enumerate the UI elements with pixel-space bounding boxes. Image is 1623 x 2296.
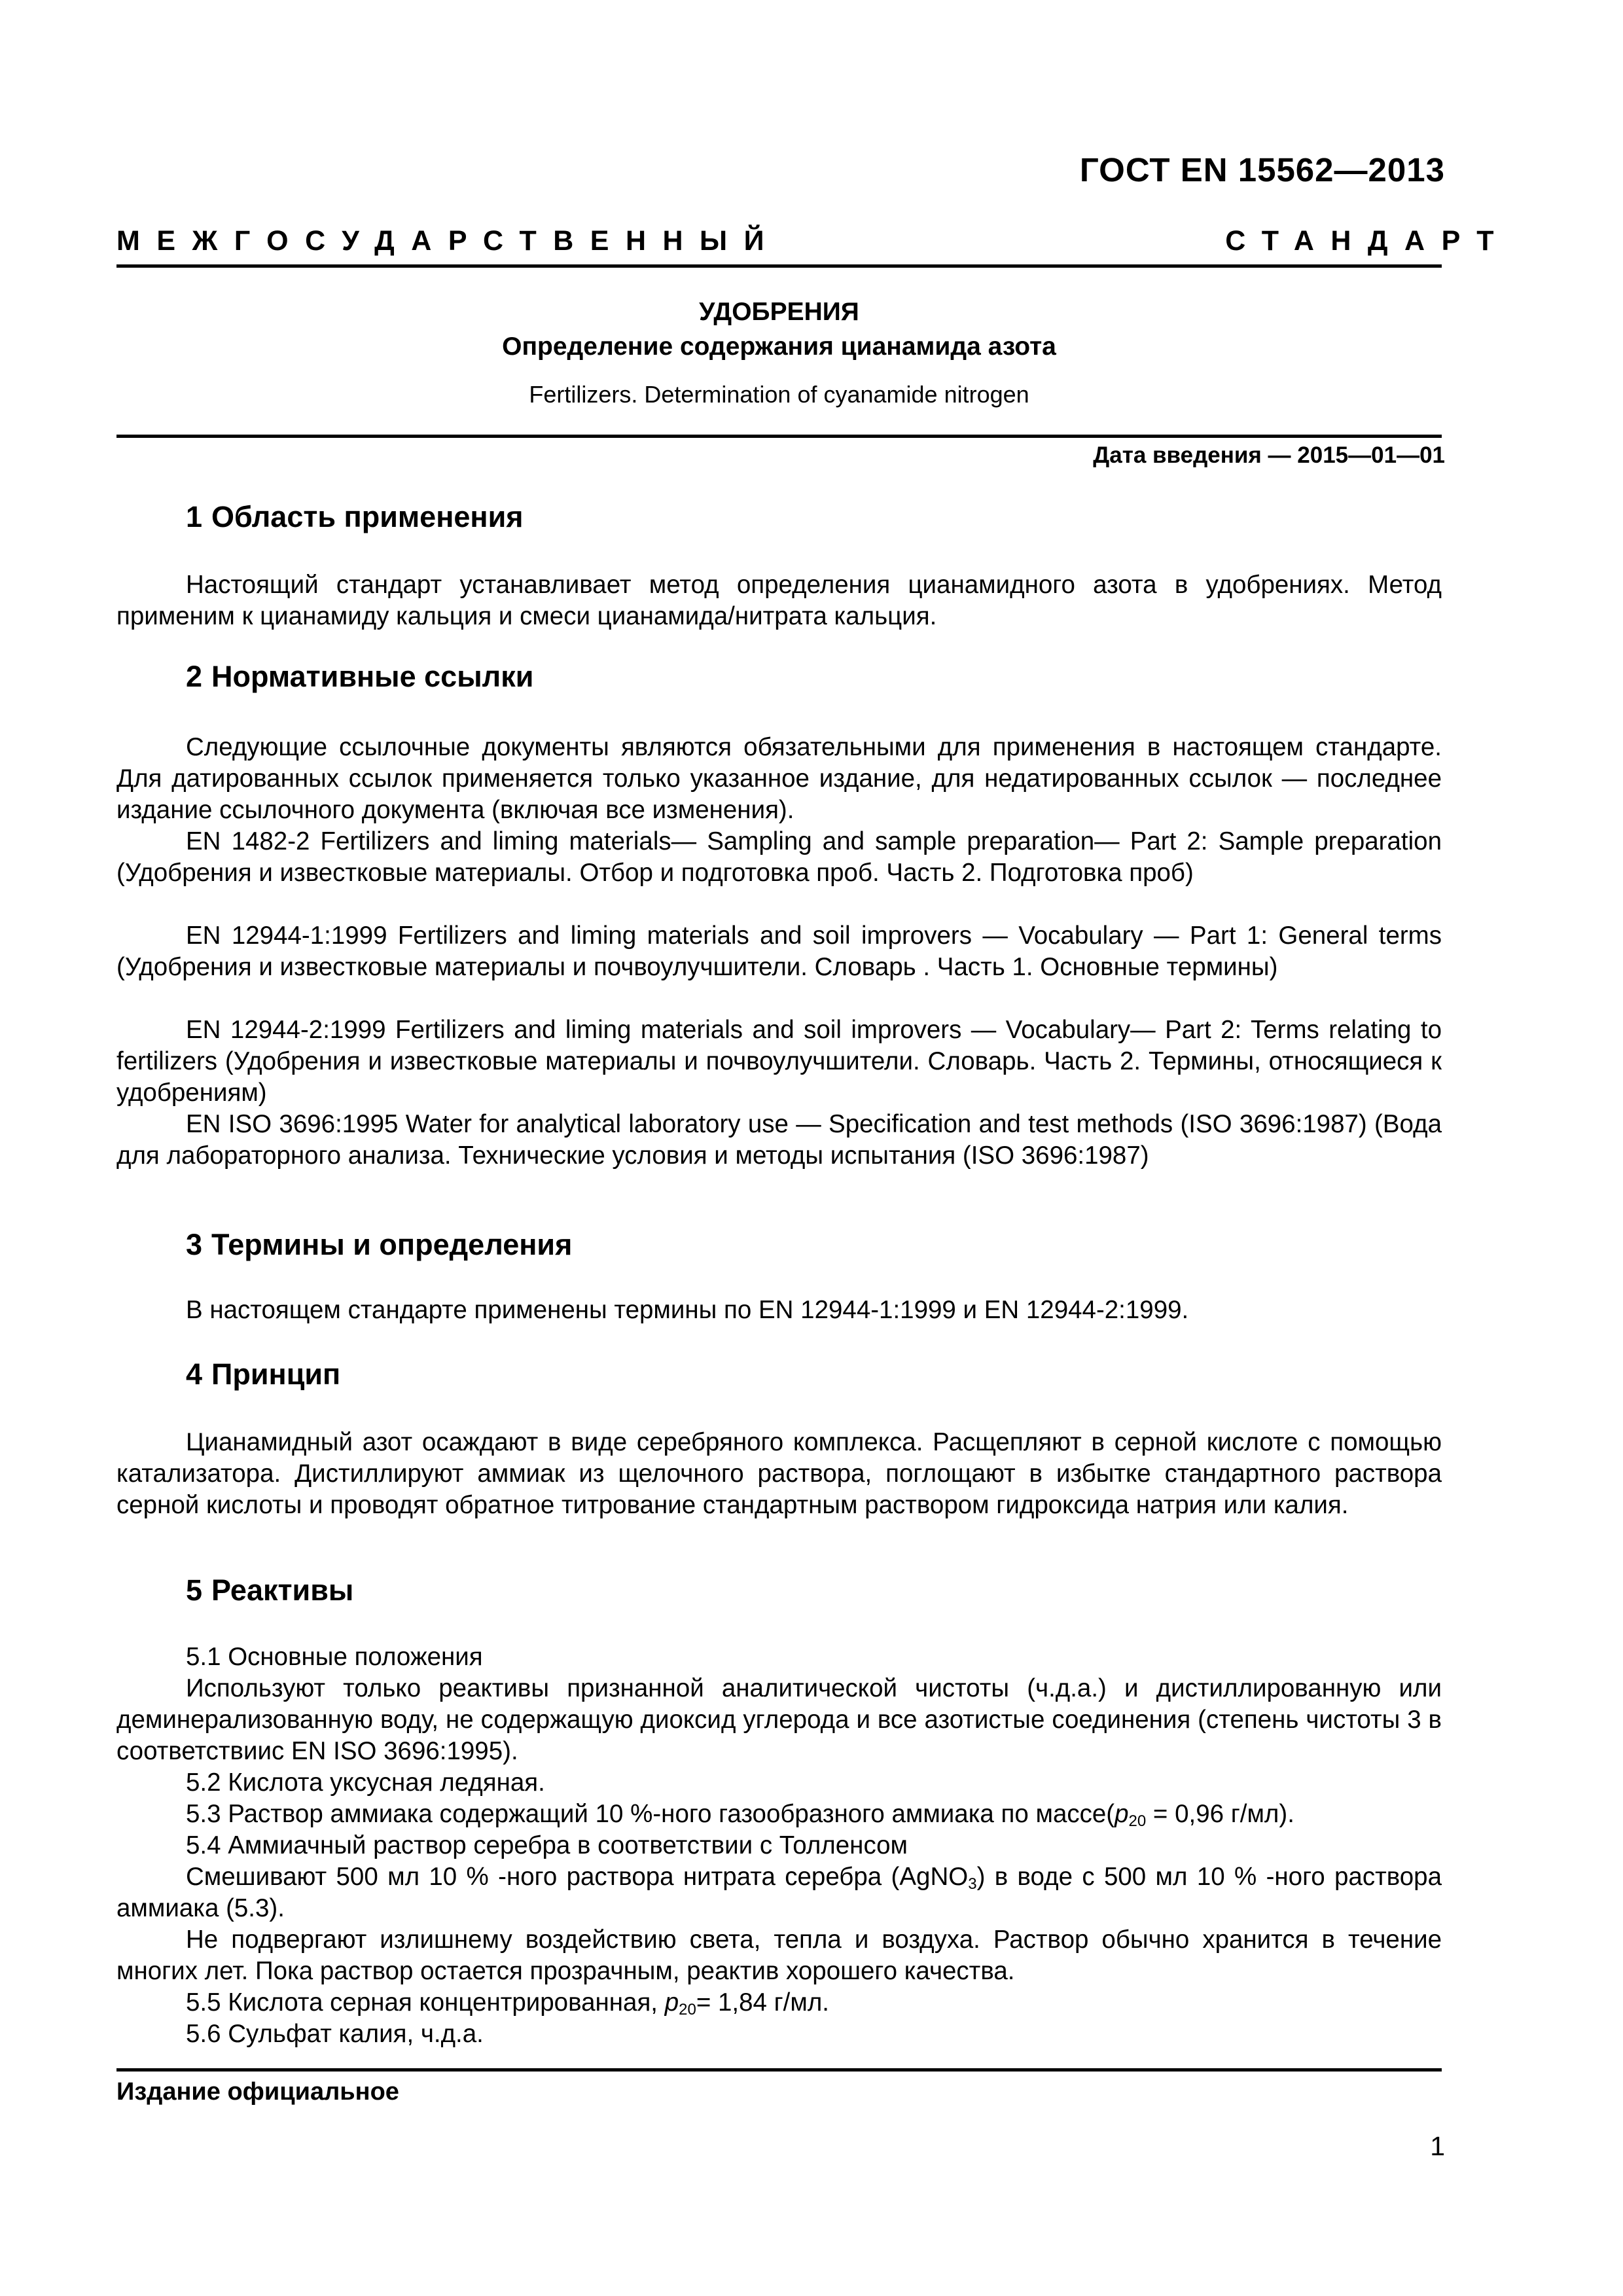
section-1-paragraph: Настоящий стандарт устанавливает метод определения цианамидного азота в удобрениях. Метод применим к цианамиду кальция и смеси цианамида/нитрата кальция. xyxy=(116,571,1442,630)
clause-5-5 xyxy=(116,1987,1442,2018)
section-4-heading xyxy=(186,1357,340,1391)
section-4-paragraph: Цианамидный азот осаждают в виде серебряного комплекса. Расщепляют в серной кислоте с помощью катализатора. Дистиллируют аммиак из щелочного раствора, поглощают в избытке стандартного раствора серной кислоты и проводят обратное титрование стандартным раствором гидроксида натрия или калия. xyxy=(116,1428,1442,1519)
density-subscript: 20 xyxy=(679,2001,696,2018)
section-number: 2 xyxy=(186,660,203,693)
clause-5-5-text: 5.5 Кислота серная концентрированная, xyxy=(186,1988,665,2017)
clause-5-4-text: Смешивают 500 мл 10 % -ного раствора нитрата серебра (AgNO xyxy=(186,1863,969,1891)
introduction-date: Дата введения — 2015—01—01 xyxy=(1093,442,1445,468)
section-title: Принцип xyxy=(211,1357,341,1391)
standard-number: ГОСТ EN 15562—2013 xyxy=(1079,151,1445,188)
clause-5-3-value: = 0,96 г/мл). xyxy=(1146,1800,1294,1828)
reference-en-12944-1: EN 12944-1:1999 Fertilizers and liming materials and soil improvers — Vocabulary — Part 1: General terms (Удобрения и известковые материалы и почвоулучшители. Словарь . Часть 1. Основные термины) xyxy=(116,922,1442,981)
section-title: Нормативные ссылки xyxy=(211,660,534,693)
section-number: 4 xyxy=(186,1357,203,1391)
density-symbol: p xyxy=(1115,1800,1129,1828)
title-rule xyxy=(116,435,1442,438)
section-title: Реактивы xyxy=(211,1573,354,1607)
section-3-heading xyxy=(186,1228,572,1262)
section-3-paragraph: В настоящем стандарте применены термины по EN 12944-1:1999 и EN 12944-2:1999. xyxy=(186,1296,1189,1324)
footer-rule xyxy=(116,2068,1442,2072)
clause-5-1-heading: 5.1 Основные положения xyxy=(186,1643,483,1671)
section-2-heading xyxy=(186,660,533,694)
section-number: 3 xyxy=(186,1228,203,1261)
interstate-standard-label: МЕЖГОСУДАРСТВЕННЫЙ СТАНДАРТ xyxy=(116,225,1510,257)
formula-subscript: 3 xyxy=(968,1875,977,1893)
clause-5-3 xyxy=(116,1799,1442,1830)
reference-en-12944-2: EN 12944-2:1999 Fertilizers and liming materials and soil improvers — Vocabulary— Part 2: Terms relating to fertilizers (Удобрения и известковые материалы и почвоулучшители. Словарь. Часть 2. Термины, относящиеся к удобрениям) xyxy=(116,1016,1442,1107)
document-subtitle: Определение содержания цианамида азота xyxy=(502,332,1056,361)
density-subscript: 20 xyxy=(1128,1812,1147,1830)
clause-5-5-value: = 1,84 г/мл. xyxy=(696,1988,830,2017)
clause-5-4-paragraph-2: Не подвергают излишнему воздействию света, тепла и воздуха. Раствор обычно хранится в течение многих лет. Пока раствор остается прозрачным, реактив хорошего качества. xyxy=(116,1926,1442,1985)
reference-en-iso-3696: EN ISO 3696:1995 Water for analytical laboratory use — Specification and test methods (ISO 3696:1987) (Вода для лабораторного анализа. Технические условия и методы испытания (ISO 3696:1987) xyxy=(116,1110,1442,1170)
section-2-paragraph: Следующие ссылочные документы являются обязательными для применения в настоящем стандарте. Для датированных ссылок применяется только указанное издание, для недатированных ссылок — последнее издание ссылочного документа (включая все изменения). xyxy=(116,733,1442,824)
section-title: Область применения xyxy=(211,500,524,533)
clause-5-3-text: 5.3 Раствор аммиака содержащий 10 %-ного газообразного аммиака по массе( xyxy=(186,1800,1115,1828)
clause-5-4-heading: 5.4 Аммиачный раствор серебра в соответствии с Толленсом xyxy=(186,1831,908,1859)
section-5-heading xyxy=(186,1573,353,1607)
section-number: 5 xyxy=(186,1573,203,1607)
document-title: УДОБРЕНИЯ xyxy=(699,298,859,326)
header-rule xyxy=(116,264,1442,268)
page-number: 1 xyxy=(1430,2131,1445,2161)
clause-5-4-paragraph-1 xyxy=(116,1861,1442,1924)
clause-5-4-text-continued: ) в воде с 500 мл 10 % -ного раствора аммиака (5.3). xyxy=(116,1863,1442,1922)
clause-5-1-paragraph: Используют только реактивы признанной аналитической чистоты (ч.д.а.) и дистиллированную или деминерализованную воду, не содержащую диоксид углерода и все азотистые соединения (степень чистоты 3 в соответствиис EN ISO 3696:1995). xyxy=(116,1674,1442,1765)
section-title: Термины и определения xyxy=(211,1228,573,1261)
density-symbol: p xyxy=(664,1988,679,2017)
section-number: 1 xyxy=(186,500,203,533)
reference-en-1482-2: EN 1482-2 Fertilizers and liming materials— Sampling and sample preparation— Part 2: Sample preparation (Удобрения и известковые материалы. Отбор и подготовка проб. Часть 2. Подготовка проб) xyxy=(116,827,1442,887)
section-1-heading xyxy=(186,500,524,534)
edition-label: Издание официальное xyxy=(116,2078,399,2106)
document-title-english: Fertilizers. Determination of cyanamide nitrogen xyxy=(529,381,1029,408)
clause-5-6: 5.6 Сульфат калия, ч.д.а. xyxy=(186,2020,484,2048)
clause-5-2: 5.2 Кислота уксусная ледяная. xyxy=(186,1768,545,1797)
